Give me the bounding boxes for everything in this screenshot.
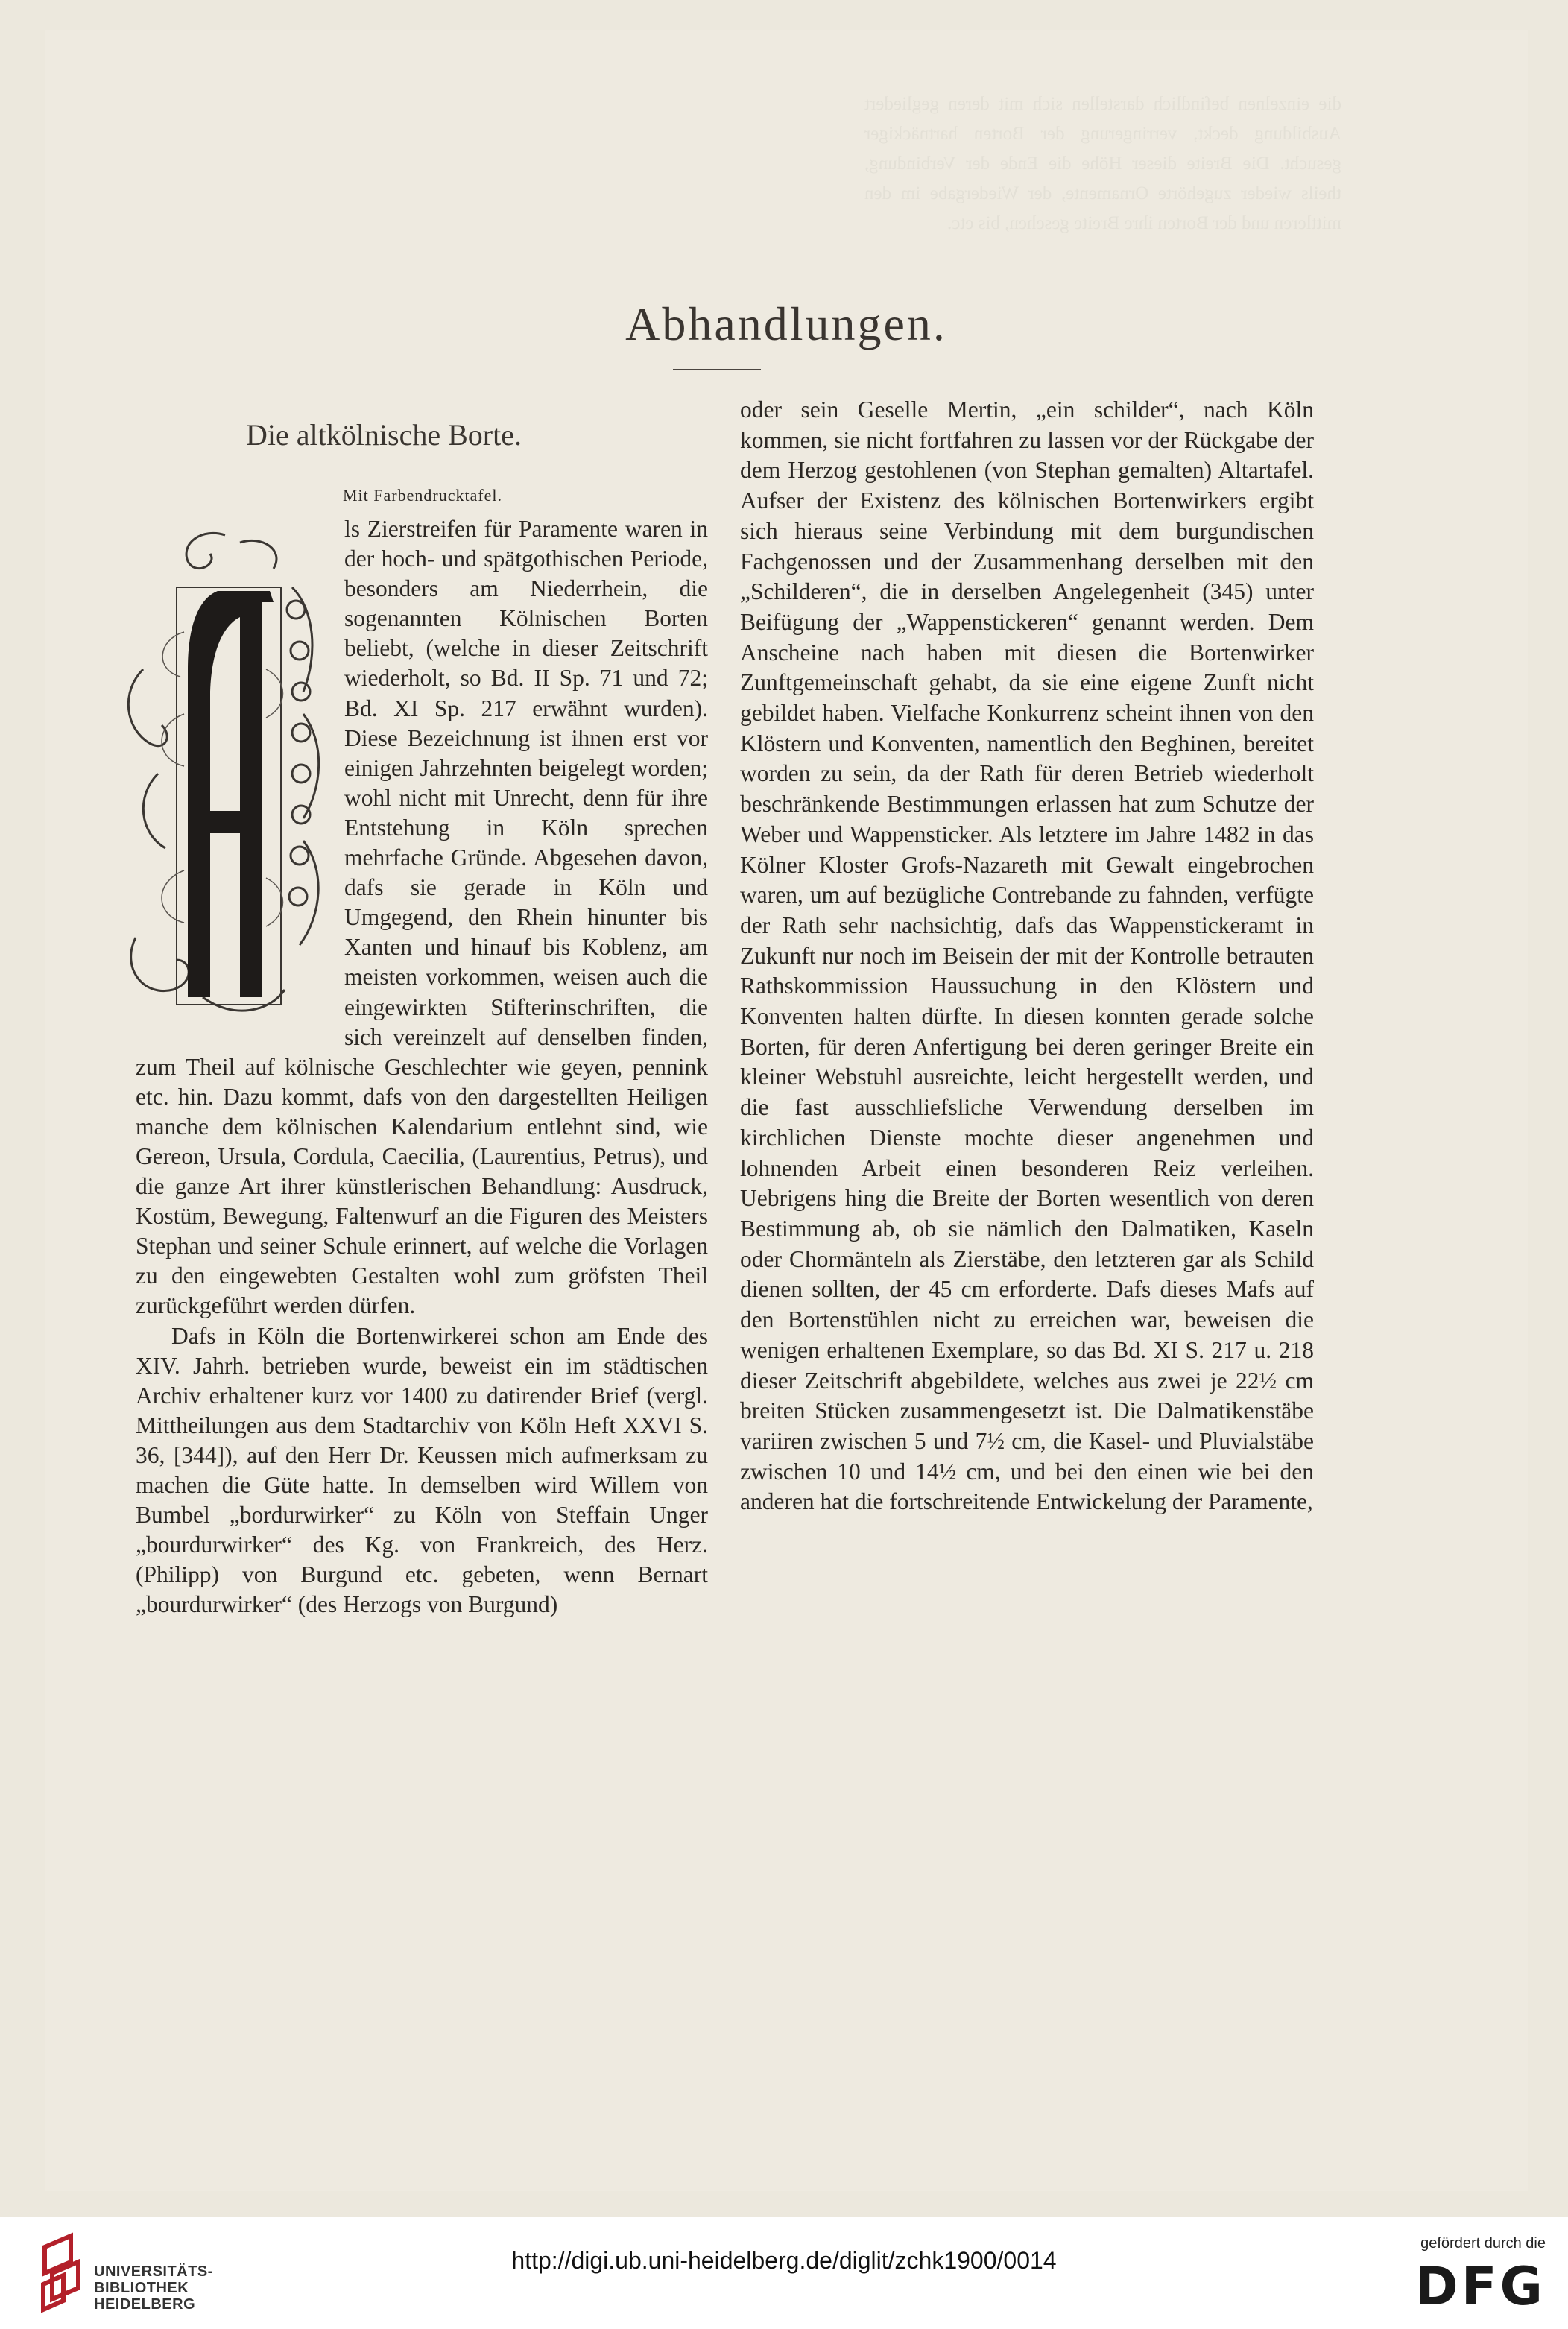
ornamental-initial-a-icon bbox=[113, 520, 337, 1034]
paragraph: ls Zierstreifen für Paramente waren in der hoch- und spätgothischen Periode, besonders am Niederrhein, die sogenannten Kölnischen Borten beliebt, (welche in dieser Zeitschrift wiederholt, so Bd. II Sp. 71 und 72; Bd. XI Sp. 217 erwähnt wurden). Diese Bezeichnung ist ihnen erst vor einigen Jahrzehnten beigelegt worden; wohl nicht mit Unrecht, denn für ihre Entstehung in Köln sprechen mehrfache Gründe. Abgesehen davon, dafs sie gerade in Köln und Umgegend, den Rhein hinunter bis Xanten und hinauf bis Koblenz, am meisten vorkommen, weisen auch die eingewirkten Stifterinschriften, die sich vereinzelt auf denselben finden, zum Theil auf kölnische Geschlechter wie geyen, pennink etc. hin. Dazu kommt, dafs von den dargestellten Heiligen manche dem kölnischen Kalendarium entlehnt sind, wie Gereon, Ursula, Cordula, Caecilia, (Laurentius, Petrus), und die ganze Art ihrer künstlerischen Behandlung: Ausdruck, Kostüm, Bewegung, Faltenwurf an die Figuren des Meisters Stephan und seiner Schule erinnert, auf welche die Vorlagen zu den eingewebten Gestalten wohl zum gröfsten Theil zurückgeführt werden dürfen. bbox=[136, 516, 708, 1319]
article-subtitle: Mit Farbendrucktafel. bbox=[343, 486, 503, 505]
article-title: Die altkölnische Borte. bbox=[246, 418, 522, 452]
bleed-through-text: die einzelnen befindlich darstellen sich mit deren gegliedert Ausbildung deckt, verringerung der Borten hartnäckiger gesucht. Die Breite dieser Höhe die Ende der Verbindung, theils wieder zugehörte Ornamente, der Wiedergabe im den mittleren und der Borten ihre Breite gesehen, bis etc. bbox=[864, 94, 1341, 233]
heading-rule bbox=[673, 369, 761, 370]
section-heading: Abhandlungen. bbox=[625, 297, 947, 350]
left-column bbox=[136, 477, 708, 1619]
dfg-logo[interactable]: DFG bbox=[1414, 2256, 1546, 2317]
paragraph: oder sein Geselle Mertin, „ein schilder“, nach Köln kommen, sie nicht fortfahren zu lassen vor der Rückgabe der dem Herzog gestohlenen (von Stephan gemalten) Altartafel. Aufser der Existenz des kölnischen Bortenwirkers ergibt sich hieraus seine Verbindung mit dem burgundischen Fachgenossen und der Zusammenhang derselben mit den „Schilderen“, die in derselben Angelegenheit (345) unter Beifügung der „Wappenstickeren“ genannt werden. Dem Anscheine nach haben mit diesen die Bortenwirker Zunftgemeinschaft gehabt, da sie eine eigene Zunft nicht gebildet haben. Vielfache Konkurrenz scheint ihnen von den Klöstern und Konventen, namentlich den Beghinen, bereitet worden zu sein, da der Rath für deren Betrieb wiederholt beschränkende Bestimmungen erlassen hat zum Schutze der Weber und Wappensticker. Als letztere im Jahre 1482 in das Kölner Kloster Grofs-Nazareth mit Gewalt eingebrochen waren, um auf bezügliche Contrebande zu fahnden, verfügte der Rath sehr nachsichtig, dafs das Wappenstickeramt in Zukunft nur noch im Beisein der mit der Kontrolle betrauten Rathskommission Haussuchung in den Klöstern und Konventen halten dürfte. In diesen konnten gerade solche Borten, für deren Anfertigung bei deren geringer Breite ein kleiner Webstuhl ausreichte, leicht hergestellt werden, und die fast ausschliefsliche Verwendung derselben im kirchlichen Dienste mochte dieser angenehmen und lohnenden Arbeit einen besonderen Reiz verleihen. Uebrigens hing die Breite der Borten wesentlich von deren Bestimmung ab, ob sie nämlich den Dalmatiken, Kaseln oder Chormänteln als Zierstäbe, den letzteren gar als Schild dienen sollten, der 45 cm erforderte. Dafs dieses Mafs auf den Bortenstühlen nicht zu erreichen war, beweisen die wenigen erhaltenen Exemplare, so das Bd. XI S. 217 u. 218 dieser Zeitschrift abgebildete, welches aus zwei je 22½ cm breiten Stücken zusammengesetzt ist. Die Dalmatikenstäbe variiren zwischen 5 und 7½ cm, die Kasel- und Pluvialstäbe zwischen 10 und 14½ cm, und bei den einen wie bei den anderen hat die fortschreitende Entwickelung der Paramente, bbox=[740, 396, 1314, 1515]
funder-caption: gefördert durch die bbox=[1420, 2235, 1546, 2251]
library-name: UNIVERSITÄTS- BIBLIOTHEK HEIDELBERG bbox=[94, 2263, 213, 2313]
permalink-url[interactable]: http://digi.ub.uni-heidelberg.de/diglit/zchk1900/0014 bbox=[511, 2247, 1057, 2274]
right-column bbox=[740, 395, 1314, 1517]
footer-bar bbox=[0, 2217, 1568, 2329]
scanned-page bbox=[45, 30, 1528, 2191]
paragraph: Dafs in Köln die Bortenwirkerei schon am Ende des XIV. Jahrh. betrieben wurde, beweist ein im städtischen Archiv erhaltener kurz vor 1400 zu datirender Brief (vergl. Mittheilungen aus dem Stadtarchiv von Köln Heft XXVI S. 36, [344]), auf den Herr Dr. Keussen mich aufmerksam zu machen die Güte hatte. In demselben wird Willem von Bumbel „bordurwirker“ zu Köln von Steffain Unger „bourdurwirker“ des Kg. von Frankreich, des Herz. (Philipp) von Burgund etc. gebeten, wenn Bernart „bourdurwirker“ (des Herzogs von Burgund) bbox=[136, 1322, 708, 1618]
